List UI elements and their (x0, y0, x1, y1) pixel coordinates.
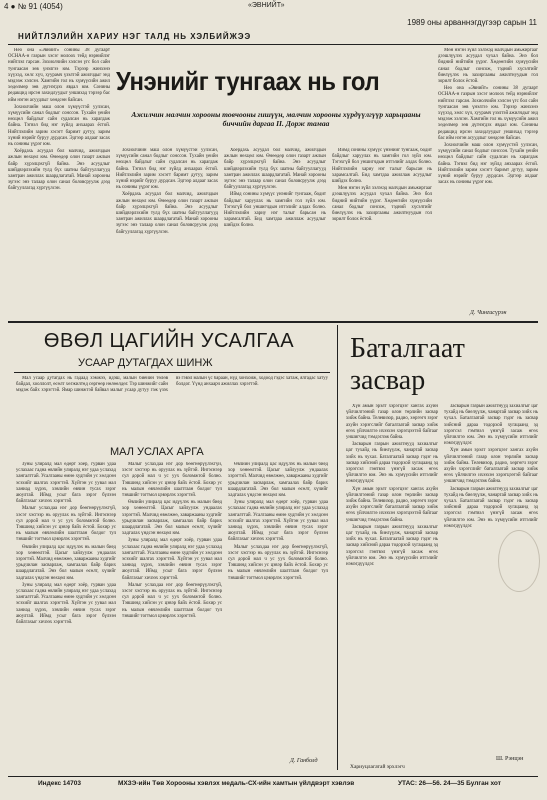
issue-date: 1989 оны арваннэгдүгээр сарын 11 (407, 18, 537, 27)
article3-col2: Засварын газрын ажилтнууд захиалгыг цаг тухайд нь биелүүлж, чанартай засвар хийх нь чухал. Баталгаатай засвар гэдэг нь засвар хийсний дараа тодорхой хугацаанд эд хэрэгсэл гэмтвэл үнэгүй засаж өгөх үйлчилгээ юм. Энэ нь хүмүүсийн итгэлийг нэмэгдүүлдэг. Хүн амын эрэлт хэрэгцээг хангах ахуйн үйлчилгээний газар олон төрлийн засвар хийж байна. Телевизор, радио, хөргөгч зэрэг ахуйн хэрэгслийг баталгаатай засвар хийж өгөх үйлчилгээ ихээхэн хэрэгцээтэй байгааг уншигчид тэмдэглэж байна. Засварын газрын ажилтнууд захиалгыг цаг тухайд нь биелүүлж, чанартай засвар хийх нь чухал. Баталгаатай засвар гэдэг нь засвар хийсний дараа тодорхой хугацаанд эд хэрэгсэл гэмтвэл үнэгүй засаж өгөх үйлчилгээ юм. Энэ нь хүмүүсийн итгэлийг нэмэгдүүлдэг. (444, 404, 538, 529)
column-divider (337, 325, 338, 770)
box-top-rule (14, 372, 330, 373)
article3-title: Баталгаат засвар (350, 333, 465, 396)
article2-signature: Д. Ганболд (290, 758, 318, 764)
article2-subhead: МАЛ УСЛАХ АРГА (110, 446, 204, 458)
article2-col2: Малыг услахдаа нэг дор бөөгнөрүүлэхгүй, хэсэг хэсгээр нь оруулах нь зүйтэй. Ингэснээр сул дорой мал ч ус уух боломжтой болно. Тэвшинд хийсэн ус цэвэр байх ёстой. Бохир ус нь малын өвчлөлийн шалтгаан болдог тул тэвшийг тогтмол цэвэрлэх хэрэгтэй. Өвлийн улиралд цас идүүлэх нь малын биед хор хөнөөлтэй. Цасыг хайлуулж ундаалах хэрэгтэй. Малчид өвөлжөө, хаваржааны худгийг урьдчилан засварлаж, хамгаалах байр барих шаардлагатай. Энэ бол малын өсөлт, хүчийг хадгалах үндсэн нөхцөл юм. Зуны улиралд мал өдөрт хоёр, гурван удаа услахаас гадна өвлийн улиралд нэг удаа услахад хангалттай. Усалгааны өмнө худгийн ус хөлдсөн эсэхийг шалгах хэрэгтэй. Хүйтэн ус уувал мал ханиад хүрэх, хэвлийн өвчин тусах зэрэг аюултай. Иймд усыг бага зэрэг бүлээн байлгахыг хичээх хэрэгтэй. Малыг услахдаа нэг дор бөөгнөрүүлэхгүй, хэсэг хэсгээр нь оруулах нь зүйтэй. Ингэснээр сул дорой мал ч ус уух боломжтой болно. Тэвшинд хийсэн ус цэвэр байх ёстой. Бохир ус нь малын өвчлөлийн шалтгаан болдог тул тэвшийг тогтмол цэвэрлэх хэрэгтэй. (122, 462, 222, 619)
footer-rule (8, 776, 538, 777)
article2-kicker: УСААР ДУТАГДАХ ШИНЖ (78, 357, 213, 369)
article3-col1: Хүн амын эрэлт хэрэгцээг хангах ахуйн үйлчилгээний газар олон төрлийн засвар хийж байна. Телевизор, радио, хөргөгч зэрэг ахуйн хэрэгслийг баталгаатай засвар хийж өгөх үйлчилгээ ихээхэн хэрэгцээтэй байгааг уншигчид тэмдэглэж байна. Засварын газрын ажилтнууд захиалгыг цаг тухайд нь биелүүлж, чанартай засвар хийх нь чухал. Баталгаатай засвар гэдэг нь засвар хийсний дараа тодорхой хугацаанд эд хэрэгсэл гэмтвэл үнэгүй засаж өгөх үйлчилгээ юм. Энэ нь хүмүүсийн итгэлийг нэмэгдүүлдэг. Хүн амын эрэлт хэрэгцээг хангах ахуйн үйлчилгээний газар олон төрлийн засвар хийж байна. Телевизор, радио, хөргөгч зэрэг ахуйн хэрэгслийг баталгаатай засвар хийж өгөх үйлчилгээ ихээхэн хэрэгцээтэй байгааг уншигчид тэмдэглэж байна. Засварын газрын ажилтнууд захиалгыг цаг тухайд нь биелүүлж, чанартай засвар хийх нь чухал. Баталгаатай засвар гэдэг нь засвар хийсний дараа тодорхой хугацаанд эд хэрэгсэл гэмтвэл үнэгүй засаж өгөх үйлчилгээ юм. Энэ нь хүмүүсийн итгэлийг нэмэгдүүлдэг. (346, 404, 438, 568)
article2-col3: Өвлийн улиралд цас идүүлэх нь малын биед хор хөнөөлтэй. Цасыг хайлуулж ундаалах хэрэгтэй. Малчид өвөлжөө, хаваржааны худгийг урьдчилан засварлаж, хамгаалах байр барих шаардлагатай. Энэ бол малын өсөлт, хүчийг хадгалах үндсэн нөхцөл юм. Зуны улиралд мал өдөрт хоёр, гурван удаа услахаас гадна өвлийн улиралд нэг удаа услахад хангалттай. Усалгааны өмнө худгийн ус хөлдсөн эсэхийг шалгах хэрэгтэй. Хүйтэн ус уувал мал ханиад хүрэх, хэвлийн өвчин тусах зэрэг аюултай. Иймд усыг бага зэрэг бүлээн байлгахыг хичээх хэрэгтэй. Малыг услахдаа нэг дор бөөгнөрүүлэхгүй, хэсэг хэсгээр нь оруулах нь зүйтэй. Ингэснээр сул дорой мал ч ус уух боломжтой болно. Тэвшинд хийсэн ус цэвэр байх ёстой. Бохир ус нь малын өвчлөлийн шалтгаан болдог тул тэвшийг тогтмол цэвэрлэх хэрэгтэй. (228, 462, 328, 581)
header-rule (8, 44, 538, 45)
editor-caption: Хариуцлагатай эрхлэгч (350, 764, 405, 770)
article2-col1: Зуны улиралд мал өдөрт хоёр, гурван удаа услахаас гадна өвлийн улиралд нэг удаа услахад хангалттай. Усалгааны өмнө худгийн ус хөлдсөн эсэхийг шалгах хэрэгтэй. Хүйтэн ус уувал мал ханиад хүрэх, хэвлийн өвчин тусах зэрэг аюултай. Иймд усыг бага зэрэг бүлээн байлгахыг хичээх хэрэгтэй. Малыг услахдаа нэг дор бөөгнөрүүлэхгүй, хэсэг хэсгээр нь оруулах нь зүйтэй. Ингэснээр сул дорой мал ч ус уух боломжтой болно. Тэвшинд хийсэн ус цэвэр байх ёстой. Бохир ус нь малын өвчлөлийн шалтгаан болдог тул тэвшийг тогтмол цэвэрлэх хэрэгтэй. Өвлийн улиралд цас идүүлэх нь малын биед хор хөнөөлтэй. Цасыг хайлуулж ундаалах хэрэгтэй. Малчид өвөлжөө, хаваржааны худгийг урьдчилан засварлаж, хамгаалах байр барих шаардлагатай. Энэ бол малын өсөлт, хүчийг хадгалах үндсэн нөхцөл юм. Зуны улиралд мал өдөрт хоёр, гурван удаа услахаас гадна өвлийн улиралд нэг удаа услахад хангалттай. Усалгааны өмнө худгийн ус хөлдсөн эсэхийг шалгах хэрэгтэй. Хүйтэн ус уувал мал ханиад хүрэх, хэвлийн өвчин тусах зэрэг аюултай. Иймд усыг бага зэрэг бүлээн байлгахыг хичээх хэрэгтэй. (16, 462, 116, 626)
article1-title: Унэнийг тунгаах нь гол (116, 66, 380, 96)
issue-number: 4 ● № 91 (4054) (4, 2, 63, 11)
footer-contact: УТАС: 26—56. 24—35 Булган хот (398, 780, 501, 787)
section-rule (8, 321, 538, 323)
article1-col3: Хоёрдахь асуудал бол малчид, ажилчдын ажлын нөхцөл юм. Өнөөдөр олон газарт ажлын байр хүрэлцэхгүй байна. Энэ асуудлыг шийдвэрлэхийн тулд бүх шатны байгууллагууд хамтран ажиллах шаардлагатай. Манай хорооны зүгээс энэ талаар олон санал боловсруулж дээд байгууллагад хүргүүлсэн. Иймд сонины хүмүүс үнэнийг тунгааж, бодит байдлыг харуулах нь хамгийн гол зүйл юм. Тэгэхгүй бол уншигчдын итгэлийг алдах болно. Нийтлэлийн хариу нэг талыг барьсан нь харамсалтай. Бид хамтдаа ажиллаж асуудлыг шийдэх болно. (224, 148, 326, 229)
article3-signature: Ш. Рэнцэн (496, 756, 524, 762)
footer-index: Индекс 14703 (38, 780, 82, 787)
article1-col4: Иймд сонины хүмүүс үнэнийг тунгааж, бодит байдлыг харуулах нь хамгийн гол зүйл юм. Тэгэхгүй бол уншигчдын итгэлийг алдах болно. Нийтлэлийн хариу нэг талыг барьсан нь харамсалтай. Бид хамтдаа ажиллаж асуудлыг шийдэх болно. Мөн нэгэн зүйл хэлэхэд малчдын амьжиргааг дээшлүүлэх асуудал чухал байна. Энэ бол бидний нийтийн үүрэг. Хөдөөгийн хүмүүсийн санал бодлыг сонсож, тэдний хүсэлтийг биелүүлэх нь захиргааны ажилтнуудын гол зорилт болох ёстой. (332, 148, 432, 223)
paper-name: «ЭВНИЙТ» (248, 2, 285, 9)
article1-signature: Д. Чингисүрэн (470, 310, 507, 316)
rubric-headline: НИЙТЛЭЛИЙН ХАРИУ НЭГ ТАЛД НЬ ХЭЛБИЙЖЭЭ (18, 32, 252, 41)
article1-subtitle: Ажилчин малчин хорооны товчооны гишүүн, малчин хорооны хүрдүүлгүүр харьцааны биччийн даргаа II. Дорж тамаа (131, 110, 421, 128)
article1-col1: Нео она «Эвнийт» сонины 38 дугаарт ОСНАА-н газрын хэсэг молоох тейд нэрнийлэг нийтлэл гарсан. Зохиолчийн хэлсэн үгс бол сайн тунгаасан зөв үнэлгээ юм. Тэрээр жинхэнэ хүүхэд, хөлс хүч, хуурамч үзэлтэй ажилчдыг энд мэдээж хэлсэн. Хамгийн гол нь хүмүүсийн ажил хөдөлмөр зөв дүгнэгдэх явдал юм. Сонины редакцид ирсэн захидлуудыг уншихад тэрээр бас ийм нэгэн асуудлыг хөндсөн байсан. Зохиолчийн маш олон хүмүүстэй уулзсан, хүмүүсийн санал бодлыг сонссон. Тухайн үеийн нөхцөл байдлыг сайн судалсан нь харагдаж байна. Тэгвэл бид нэг зүйлд анхаарах ёстой. Нийтлэлийн зарим хэсэгт баримт дутуу, зарим хүний нэрийг буруу дурдсан. Эдгээр алдааг засах нь сонины үүрэг юм. Хоёрдахь асуудал бол малчид, ажилчдын ажлын нөхцөл юм. Өнөөдөр олон газарт ажлын байр хүрэлцэхгүй байна. Энэ асуудлыг шийдвэрлэхийн тулд бүх шатны байгууллагууд хамтран ажиллах шаардлагатай. Манай хорооны зүгээс энэ талаар олон санал боловсруулж дээд байгууллагад хүргүүлсэн. (8, 48, 110, 192)
stamp-mark (498, 530, 540, 592)
article2-title: ӨВӨЛ ЦАГИЙН УСАЛГАА (43, 330, 295, 352)
footer-printer: МХЗЭ-ийн Төв Хорооны хэвлэх медаль-СХ-ийн хамтын үйлдвэрт хэвлэв (118, 780, 355, 787)
article1-col5: Мөн нэгэн зүйл хэлэхэд малчдын амьжиргааг дээшлүүлэх асуудал чухал байна. Энэ бол бидний нийтийн үүрэг. Хөдөөгийн хүмүүсийн санал бодлыг сонсож, тэдний хүсэлтийг биелүүлэх нь захиргааны ажилтнуудын гол зорилт болох ёстой. Нео она «Эвнийт» сонины 38 дугаарт ОСНАА-н газрын хэсэг молоох тейд нэрнийлэг нийтлэл гарсан. Зохиолчийн хэлсэн үгс бол сайн тунгаасан зөв үнэлгээ юм. Тэрээр жинхэнэ хүүхэд, хөлс хүч, хуурамч үзэлтэй ажилчдыг энд мэдээж хэлсэн. Хамгийн гол нь хүмүүсийн ажил хөдөлмөр зөв дүгнэгдэх явдал юм. Сонины редакцид ирсэн захидлуудыг уншихад тэрээр бас ийм нэгэн асуудлыг хөндсөн байсан. Зохиолчийн маш олон хүмүүстэй уулзсан, хүмүүсийн санал бодлыг сонссон. Тухайн үеийн нөхцөл байдлыг сайн судалсан нь харагдаж байна. Тэгвэл бид нэг зүйлд анхаарах ёстой. Нийтлэлийн зарим хэсэгт баримт дутуу, зарим хүний нэрийг буруу дурдсан. Эдгээр алдааг засах нь сонины үүрэг юм. (438, 48, 538, 186)
article1-col2: Зохиолчийн маш олон хүмүүстэй уулзсан, хүмүүсийн санал бодлыг сонссон. Тухайн үеийн нөхцөл байдлыг сайн судалсан нь харагдаж байна. Тэгвэл бид нэг зүйлд анхаарах ёстой. Нийтлэлийн зарим хэсэгт баримт дутуу, зарим хүний нэрийг буруу дурдсан. Эдгээр алдааг засах нь сонины үүрэг юм. Хоёрдахь асуудал бол малчид, ажилчдын ажлын нөхцөл юм. Өнөөдөр олон газарт ажлын байр хүрэлцэхгүй байна. Энэ асуудлыг шийдвэрлэхийн тулд бүх шатны байгууллагууд хамтран ажиллах шаардлагатай. Манай хорооны зүгээс энэ талаар олон санал боловсруулж дээд байгууллагад хүргүүлсэн. (116, 148, 218, 235)
page-header (0, 2, 547, 41)
article2-box: Мал усаар дутагдах нь гадаад хэмжээ, идэш, малын биеийн төлөв байдал, хооллолт, өсөлт хөгжилтөд сөргөөр нөлөөлдөг. Тэр шинжийг сайн мэдэж байх хэрэгтэй. Ямар шинжтэй байвал малыг усаар дутуу гэж үзэх вэ гэвэл малын үс бараан, нүд хонхойж, ходоод гэдэс хатаж, ялгадас хатуу болдог. Үүнд анхаарч ажиллах хэрэгтэй. (16, 376, 328, 394)
